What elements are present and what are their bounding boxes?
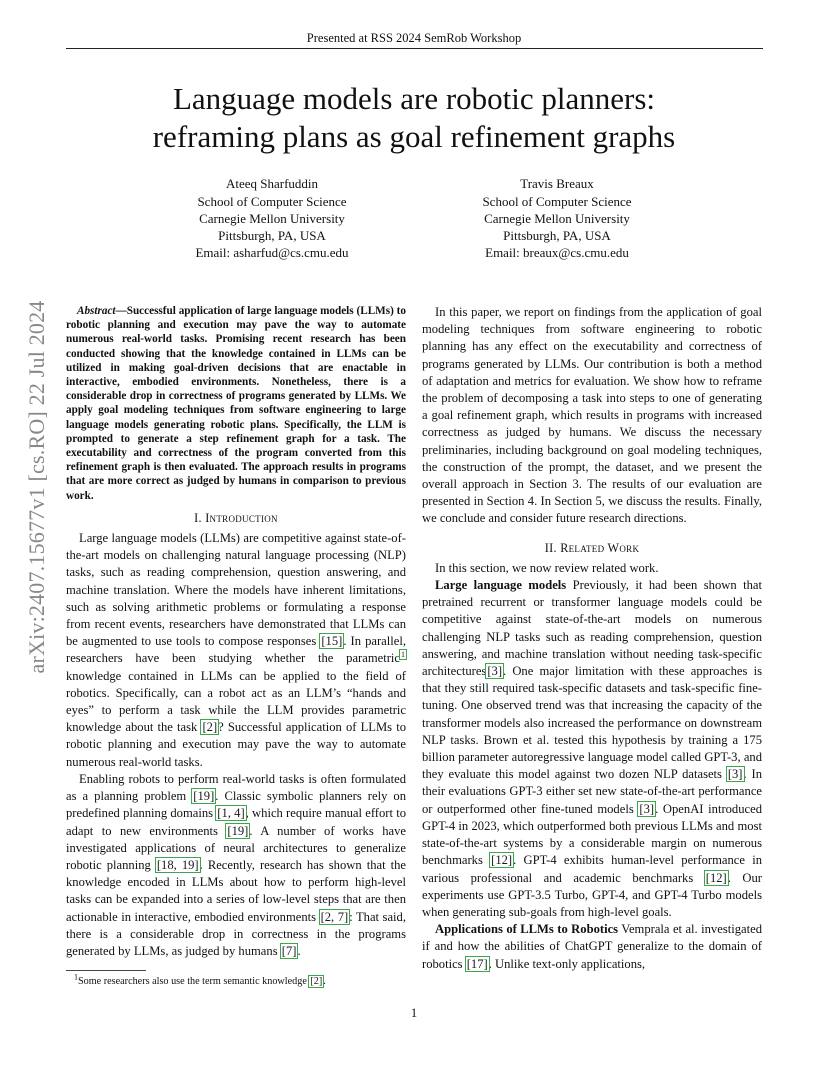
section-heading-introduction bbox=[66, 510, 406, 527]
citation-link[interactable]: [3] bbox=[639, 801, 655, 816]
intro-paragraph-3: In this paper, we report on findings from the application of goal modeling techniques from software engineering to robotic planning has any effect on the executability and correctness of programs generated by LLMs. Our contribution is both a method of adaptation and metrics for evaluation. We show how to reframe the problem of decomposing a task into steps to one of generating a goal refinement graph, which results in programs with increased correctness as judged by humans. We discuss the necessary preliminaries, including background on goal modeling techniques, the construction of the prompt, the dataset, and we present the overall approach in Section 3. The results of our evaluation are presented in Section 4. In Section 5, we discuss the results. Finally, we conclude and consider future research directions. bbox=[422, 305, 762, 526]
text-run: . Our experiments use GPT-3.5 Turbo, GPT-4, and GPT-4 Turbo models when generating sub-goals from high-level goals. bbox=[422, 870, 762, 919]
citation-link[interactable]: [3] bbox=[487, 664, 503, 679]
citation-link[interactable]: [19] bbox=[193, 789, 215, 804]
header-rule bbox=[66, 48, 763, 49]
page-number: 1 bbox=[410, 1006, 418, 1020]
text-run: . In parallel, researchers have been studying whether the parametric bbox=[66, 634, 407, 666]
author-name: Ateeq Sharfuddin bbox=[225, 176, 319, 191]
text-run: Large language models (LLMs) are competitive against state-of-the-art models on challenging natural language processing (NLP) tasks, such as reading comprehension, question answering, and machine translation. Where the models have inherent limitations, such as solving arithmetic problems or formulating a response from recent events, researchers have demonstrated that LLMs can be augmented to use tools to compose responses bbox=[66, 531, 406, 649]
text-run: . A number of works have investigated applications of neural architectures to generalize robotic planning bbox=[66, 823, 406, 872]
footnote-mark: 1 bbox=[74, 972, 78, 982]
citation-link[interactable]: [3] bbox=[727, 767, 743, 782]
text-run: : That said, there is a considerable drop in correctness in the programs generated by LLMs, as judged by humans bbox=[66, 909, 406, 958]
paper-title bbox=[60, 80, 768, 156]
citation-link[interactable]: [12] bbox=[705, 870, 727, 885]
citation-link[interactable]: [18, 19] bbox=[156, 857, 199, 872]
author-location: Pittsburgh, PA, USA bbox=[503, 228, 611, 243]
citation-link[interactable]: [2] bbox=[310, 976, 323, 988]
author-school: School of Computer Science bbox=[482, 194, 632, 209]
related-llm-paragraph bbox=[422, 577, 762, 921]
text-run: . bbox=[323, 976, 326, 988]
citation-link[interactable]: [7] bbox=[281, 943, 297, 958]
text-run: Previously, it had been shown that pretrained recurrent or transformer language models could be competitive against state-of-the-art models on numerous challenging NLP tasks such as reading comprehension, question answering, and machine translation without needing task-specific architectures bbox=[422, 578, 762, 679]
text-run: . One major limitation with these approaches is that they still required task-specific datasets and task-specific fine-tuning. One observed trend was that increasing the capacity of the transformer models also increased the performance on downstream NLP tasks. Brown et al. tested this hypothesis by training a 175 billion parameter autoregressive language model called GPT-3, and they evaluate this model against two dozen NLP datasets bbox=[422, 664, 762, 782]
intro-paragraph-1 bbox=[66, 530, 406, 771]
author-block-2 bbox=[407, 175, 707, 261]
text-run: Some researchers also use the term semantic knowledge bbox=[78, 976, 310, 988]
footnote-rule bbox=[66, 970, 146, 971]
text-run: . bbox=[297, 943, 301, 958]
citation-link[interactable]: [1, 4] bbox=[217, 806, 245, 821]
citation-link[interactable]: [12] bbox=[491, 853, 513, 868]
footnote-marker[interactable]: 1 bbox=[401, 650, 405, 660]
text-run: Vemprala et al. investigated if and how the abilities of ChatGPT generalize to the domain of robotics bbox=[422, 922, 762, 971]
paragraph-runin-heading: Applications of LLMs to Robotics bbox=[435, 922, 619, 937]
section-title: Related Work bbox=[560, 540, 640, 555]
text-run: . Recently, research has shown that the knowledge encoded in LLMs about how to perform high-level tasks can be expanded into a series of low-level steps that are then actionable in interactive, embodied environments bbox=[66, 857, 407, 924]
section-number: I. bbox=[194, 510, 202, 525]
text-run: . OpenAI introduced GPT-4 in 2023, which outperformed both previous LLMs and most state-of-the-art systems by a considerable margin on numerous benchmarks bbox=[422, 801, 763, 868]
related-intro-paragraph: In this section, we now review related work. bbox=[435, 560, 659, 575]
author-name: Travis Breaux bbox=[520, 176, 594, 191]
citation-link[interactable]: [2, 7] bbox=[320, 909, 349, 924]
section-heading-related-work bbox=[422, 540, 762, 557]
arxiv-stamp-text: arXiv:2407.15677v1 [cs.RO] 22 Jul 2024 bbox=[24, 300, 49, 674]
running-header: Presented at RSS 2024 SemRob Workshop bbox=[306, 31, 522, 45]
author-email: Email: asharfud@cs.cmu.edu bbox=[195, 245, 349, 260]
author-school: School of Computer Science bbox=[197, 194, 347, 209]
left-column bbox=[66, 304, 406, 988]
citation-link[interactable]: [19] bbox=[227, 823, 249, 838]
footnote bbox=[66, 972, 406, 988]
author-location: Pittsburgh, PA, USA bbox=[218, 228, 326, 243]
paragraph-runin-heading: Large language models bbox=[435, 578, 567, 593]
text-run: Enabling robots to perform real-world tasks is often formulated as a planning problem bbox=[66, 771, 406, 804]
author-university: Carnegie Mellon University bbox=[484, 211, 630, 226]
title-line-1: Language models are robotic planners: bbox=[172, 81, 656, 116]
text-run: . GPT-4 exhibits human-level performance in various professional and academic benchmarks bbox=[422, 853, 762, 885]
abstract-text: —Successful application of large language models (LLMs) to robotic planning and execution may pave the way to automate numerous real-world tasks. Promising recent research has been conducted showing that the knowledge contained in LLMs can be utilized in making goal-driven decisions that are enactable in interactive, embodied environments. Nonetheless, there is a considerable drop in correctness of programs generated by LLMs. We apply goal modeling techniques from software engineering to large language models generating robotic plans. Specifically, the LLM is prompted to generate a step refinement graph for a task. The executability and correctness of the program converted from this refinement graph is then evaluated. The approach results in programs that are more correct as judged by humans in comparison to previous work. bbox=[66, 305, 406, 502]
text-run: . In their evaluations GPT-3 either set new state-of-the-art performance or outperformed other fine-tuned models bbox=[422, 767, 762, 816]
section-number: II. bbox=[544, 540, 557, 555]
text-run: ? Successful application of LLMs to robotic planning and execution may pave the way to automate numerous real-world tasks. bbox=[66, 720, 406, 769]
intro-paragraph-2 bbox=[66, 771, 406, 960]
citation-link[interactable]: [2] bbox=[202, 720, 218, 735]
author-block-1 bbox=[122, 175, 422, 261]
text-run: knowledge contained in LLMs can be applied to the field of robotics. Specifically, can a robot act as an LLM’s “hands and eyes” to perform a task while the LLM provides parametric knowledge about the task bbox=[66, 668, 406, 735]
right-column bbox=[422, 304, 762, 973]
text-run: . Unlike text-only applications, bbox=[488, 956, 646, 971]
section-title: Introduction bbox=[205, 510, 278, 525]
related-robotics-paragraph bbox=[422, 921, 762, 973]
text-run: . Classic symbolic planners rely on predefined planning domains bbox=[66, 789, 406, 821]
text-run: , which require manual effort to adapt to new environments bbox=[66, 806, 407, 838]
title-line-2: reframing plans as goal refinement graphs bbox=[152, 119, 676, 154]
citation-link[interactable]: [15] bbox=[321, 634, 343, 649]
citation-link[interactable]: [17] bbox=[466, 956, 488, 971]
author-university: Carnegie Mellon University bbox=[199, 211, 345, 226]
abstract-label: Abstract bbox=[77, 305, 116, 317]
abstract bbox=[66, 304, 406, 503]
author-email: Email: breaux@cs.cmu.edu bbox=[485, 245, 629, 260]
